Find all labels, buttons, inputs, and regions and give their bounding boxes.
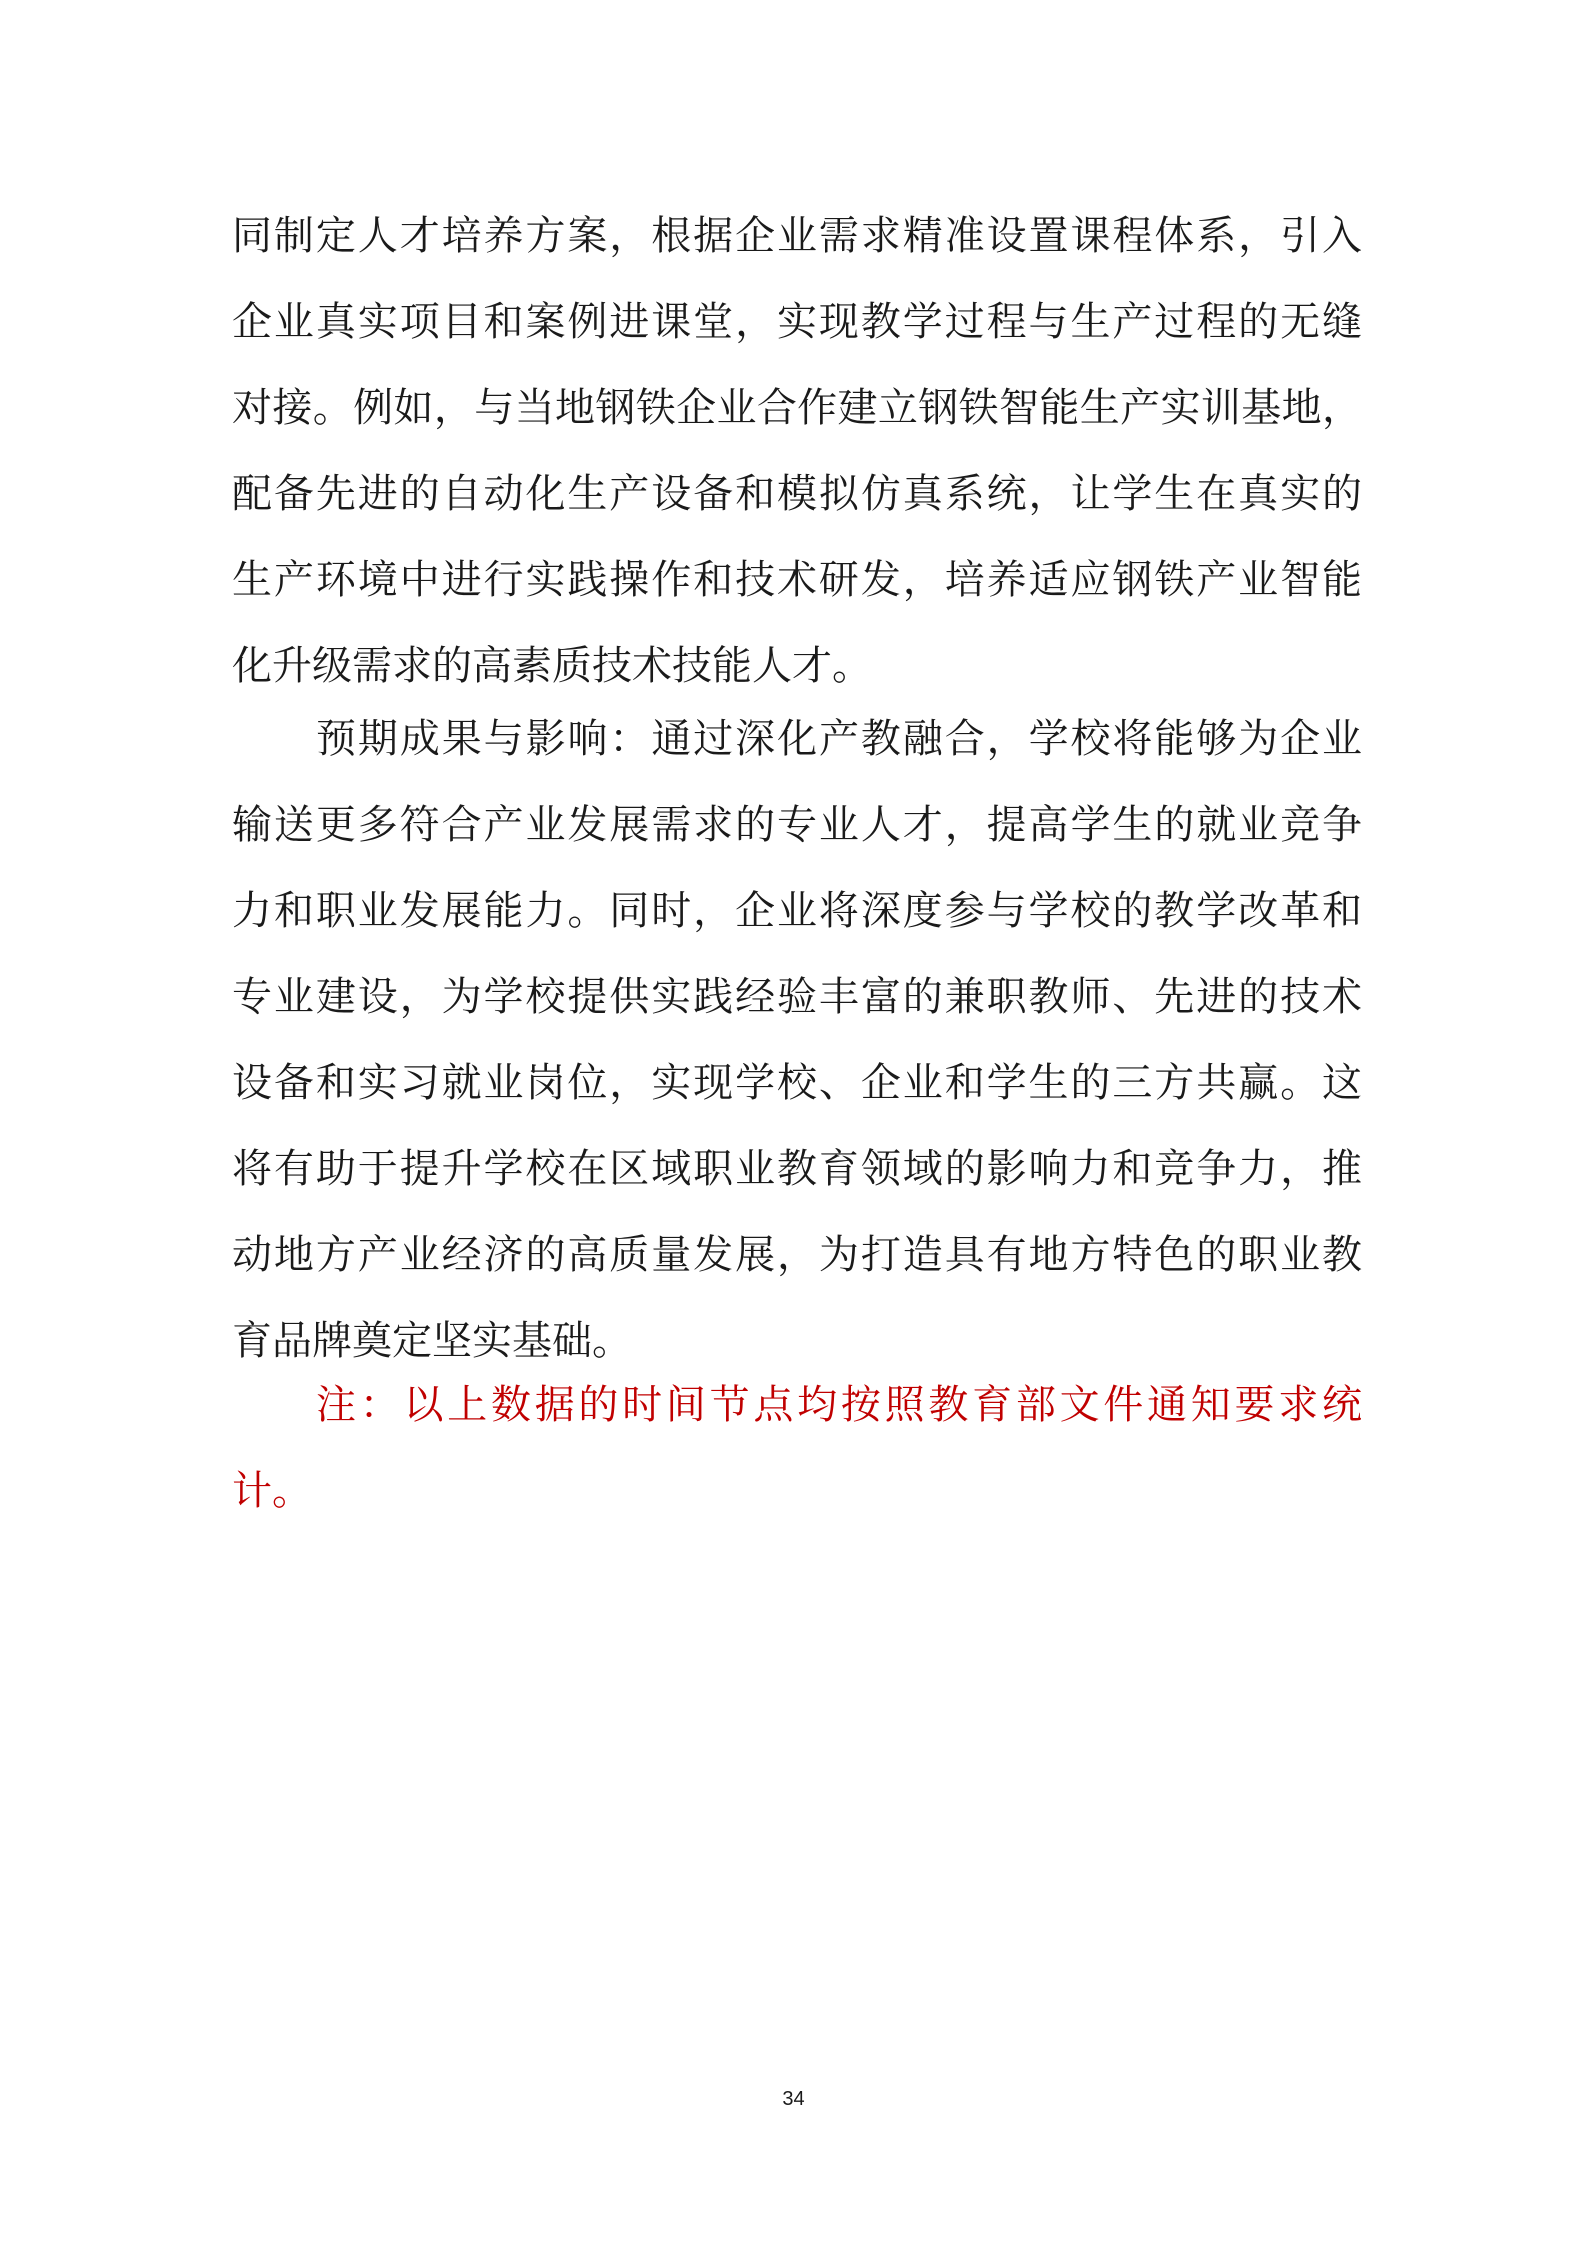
- paragraph-line: 输送更多符合产业发展需求的专业人才，提高学生的就业竞争: [232, 802, 1362, 848]
- paragraph-line: 专业建设，为学校提供实践经验丰富的兼职教师、先进的技术: [232, 974, 1362, 1020]
- paragraph-line: 化升级需求的高素质技术技能人才。: [232, 643, 872, 689]
- paragraph-line: 力和职业发展能力。同时，企业将深度参与学校的教学改革和: [232, 888, 1362, 934]
- paragraph-line: 动地方产业经济的高质量发展，为打造具有地方特色的职业教: [232, 1232, 1362, 1278]
- paragraph-line: 配备先进的自动化生产设备和模拟仿真系统，让学生在真实的: [232, 471, 1362, 517]
- note-line: 计。: [232, 1468, 312, 1514]
- paragraph-line: 对接。例如，与当地钢铁企业合作建立钢铁智能生产实训基地，: [232, 385, 1362, 431]
- paragraph-line: 预期成果与影响：通过深化产教融合，学校将能够为企业: [316, 716, 1362, 762]
- paragraph-line: 育品牌奠定坚实基础。: [232, 1318, 632, 1364]
- paragraph-line: 将有助于提升学校在区域职业教育领域的影响力和竞争力，推: [232, 1146, 1362, 1192]
- paragraph-line: 设备和实习就业岗位，实现学校、企业和学生的三方共赢。这: [232, 1060, 1362, 1106]
- paragraph-1: [232, 193, 1362, 709]
- note-line: 注：以上数据的时间节点均按照教育部文件通知要求统: [316, 1382, 1362, 1428]
- data-note: [232, 1362, 1362, 1534]
- paragraph-2: [232, 696, 1362, 1384]
- page-number: 34: [782, 2088, 805, 2110]
- paragraph-line: 同制定人才培养方案，根据企业需求精准设置课程体系，引入: [232, 213, 1362, 259]
- paragraph-line: 生产环境中进行实践操作和技术研发，培养适应钢铁产业智能: [232, 557, 1362, 603]
- paragraph-line: 企业真实项目和案例进课堂，实现教学过程与生产过程的无缝: [232, 299, 1362, 345]
